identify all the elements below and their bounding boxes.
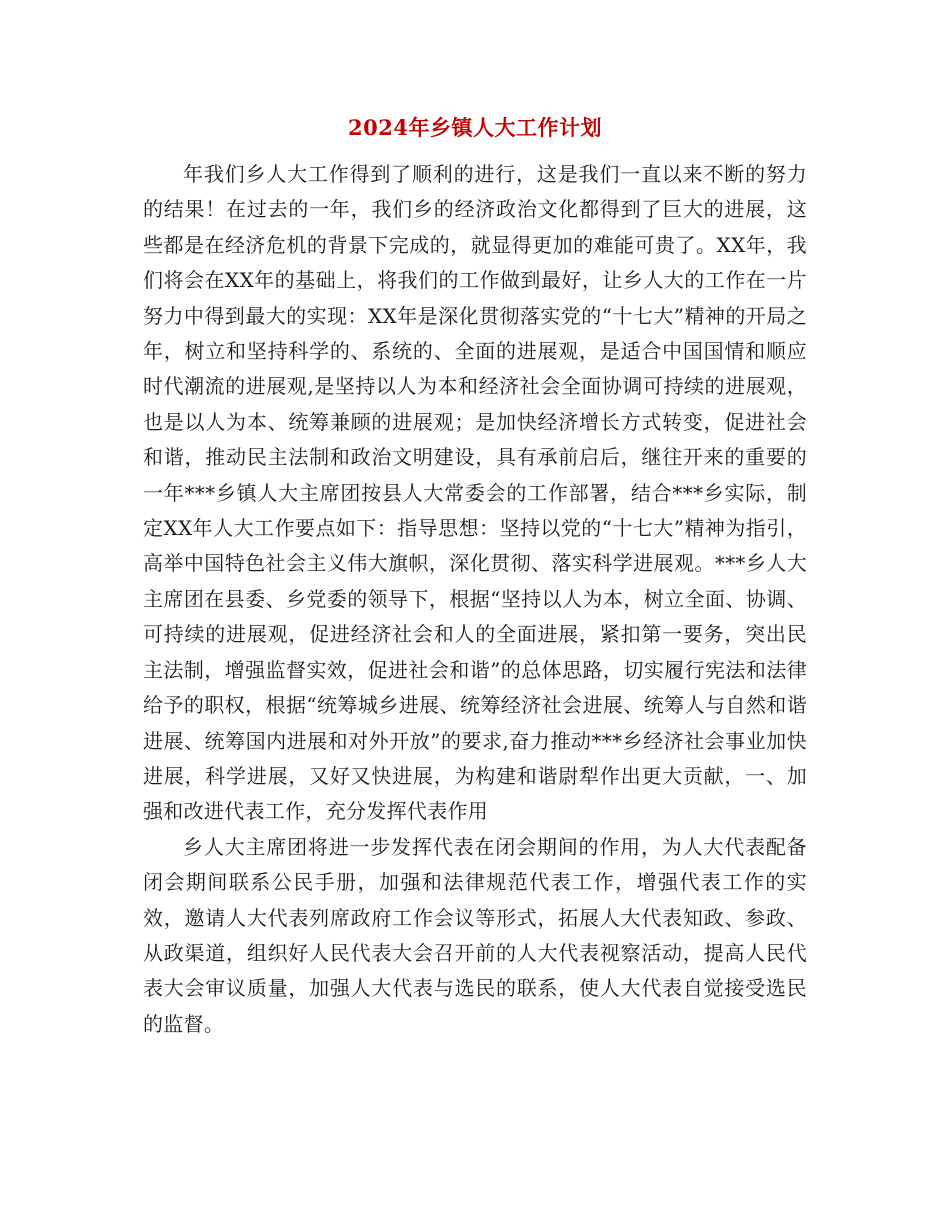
paragraph-1: 年我们乡人大工作得到了顺利的进行，这是我们一直以来不断的努力的结果！在过去的一年，我们乡的经济政治文化都得到了巨大的进展，这些都是在经济危机的背景下完成的，就显得更加的难能可贵了。XX年，我们将会在XX年的基础上，将我们的工作做到最好，让乡人大的工作在一片努力中得到最大的实现：XX年是深化贯彻落实党的“十七大”精神的开局之年，树立和坚持科学的、系统的、全面的进展观，是适合中国国情和顺应时代潮流的进展观,是坚持以人为本和经济社会全面协调可持续的进展观，也是以人为本、统筹兼顾的进展观；是加快经济增长方式转变，促进社会和谐，推动民主法制和政治文明建设，具有承前启后，继往开来的重要的一年***乡镇人大主席团按县人大常委会的工作部署，结合***乡实际，制定XX年人大工作要点如下：指导思想：坚持以党的“十七大”精神为指引，高举中国特色社会主义伟大旗帜，深化贯彻、落实科学进展观。***乡人大主席团在县委、乡党委的领导下，根据“坚持以人为本，树立全面、协调、可持续的进展观，促进经济社会和人的全面进展，紧扣第一要务，突出民主法制，增强监督实效，促进社会和谐”的总体思路，切实履行宪法和法律给予的职权，根据“统筹城乡进展、统筹经济社会进展、统筹人与自然和谐进展、统筹国内进展和对外开放”的要求,奋力推动***乡经济社会事业加快进展，科学进展，又好又快进展，为构建和谐尉犁作出更大贡献，一、加强和改进代表工作，充分发挥代表作用 (143, 162, 807, 824)
document-body (143, 157, 807, 1042)
document-title: 2024年乡镇人大工作计划 (348, 115, 602, 140)
paragraph-2: 乡人大主席团将进一步发挥代表在闭会期间的作用，为人大代表配备闭会期间联系公民手册，加强和法律规范代表工作，增强代表工作的实效，邀请人大代表列席政府工作会议等形式，拓展人大代表知政、参政、从政渠道，组织好人民代表大会召开前的人大代表视察活动，提高人民代表大会审议质量，加强人大代表与选民的联系，使人大代表自觉接受选民的监督。 (143, 834, 807, 1036)
